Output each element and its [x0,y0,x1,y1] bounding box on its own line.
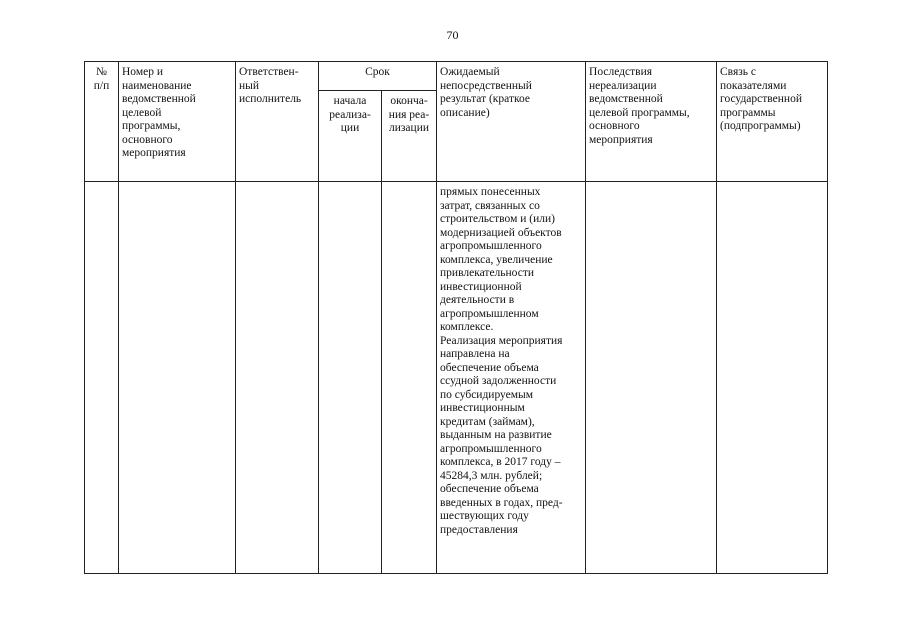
header-term-end-line: оконча- [390,95,428,107]
expected-line: строительством и (или) [440,213,555,225]
header-name-line: программы, [122,120,181,132]
header-consequences-line: мероприятия [589,133,653,146]
header-name-line: основного [122,133,173,146]
header-link-line: государственной [720,93,802,105]
header-row [85,62,828,91]
header-expected-line: Ожидаемый [440,66,500,78]
header-num-line: № [96,66,107,78]
expected-line: 45284,3 млн. рублей; [440,469,543,482]
header-term-start-line: начала [333,95,367,107]
expected-line: комплекса, увеличение [440,253,553,266]
header-consequences-line: целевой программы, [589,106,690,119]
expected-line: шествующих году [440,510,529,522]
expected-line: инвестиционной [440,280,522,293]
expected-line: по субсидируемым [440,388,534,401]
header-name-line: мероприятия [122,147,186,159]
cell-term-end [382,182,437,574]
header-name [119,62,236,182]
expected-line: обеспечение объема [440,361,539,374]
expected-line: агропромышленного [440,240,542,252]
header-consequences-line: основного [589,120,640,132]
expected-line: кредитам (займам), [440,415,535,428]
expected-line: комплекса, в 2017 году – [440,456,561,468]
header-name-line: наименование [122,79,192,92]
cell-term-start [319,182,382,574]
header-link [717,62,828,182]
header-term-start-line: ции [340,122,360,134]
header-num [85,62,119,182]
header-term-end-line: лизации [389,122,430,134]
expected-line: затрат, связанных со [440,199,540,212]
header-consequences-line: нереализации [589,79,657,92]
expected-line: направлена на [440,348,510,360]
header-num-line: п/п [93,79,110,92]
header-name-line: Номер и [122,66,163,78]
header-link-line: (подпрограммы) [720,120,801,132]
cell-name [119,182,236,574]
table-row [85,182,828,574]
header-term-end [382,91,437,182]
header-consequences-line: Последствия [589,66,653,78]
header-consequences-line: ведомственной [589,93,663,105]
header-responsible-line: исполнитель [239,93,302,105]
expected-line: модернизацией объектов [440,226,562,239]
header-link-line: Связь с [720,66,757,78]
header-responsible-line: ный [239,79,260,92]
expected-line: введенных в годах, пред- [440,496,563,509]
header-link-line: программы [720,106,776,119]
page-number: 70 [446,28,459,42]
expected-line: предоставления [440,523,518,536]
expected-line: прямых понесенных [440,186,541,198]
expected-line: Реализация мероприятия [440,334,563,347]
header-term-start [319,91,382,182]
cell-responsible [236,182,319,574]
header-link-line: показателями [720,79,787,92]
expected-line: выданным на развитие [440,429,552,441]
header-expected [437,62,586,182]
header-responsible-line: Ответствен- [239,66,299,78]
expected-line: ссудной задолженности [440,375,557,387]
expected-line: деятельности в [440,294,515,306]
expected-line: агропромышленного [440,442,542,455]
header-responsible [236,62,319,182]
expected-line: привлекательности [440,267,535,279]
header-consequences [586,62,717,182]
header-term-start-line: реализа- [329,108,371,121]
header-name-line: целевой [122,106,162,119]
cell-expected [437,182,586,574]
expected-line: обеспечение объема [440,483,539,495]
header-expected-line: описание) [440,106,490,119]
cell-link [717,182,828,574]
expected-line: комплексе. [440,321,494,333]
header-term: Срок [319,62,437,91]
header-expected-line: непосредственный [440,79,532,92]
cell-consequences [586,182,717,574]
header-expected-line: результат (краткое [440,93,530,105]
header-term-end-line: ния реа- [388,108,430,121]
cell-num [85,182,119,574]
expected-line: агропромышленном [440,307,539,320]
header-name-line: ведомственной [122,93,196,105]
program-table [84,61,828,574]
expected-line: инвестиционным [440,402,525,414]
